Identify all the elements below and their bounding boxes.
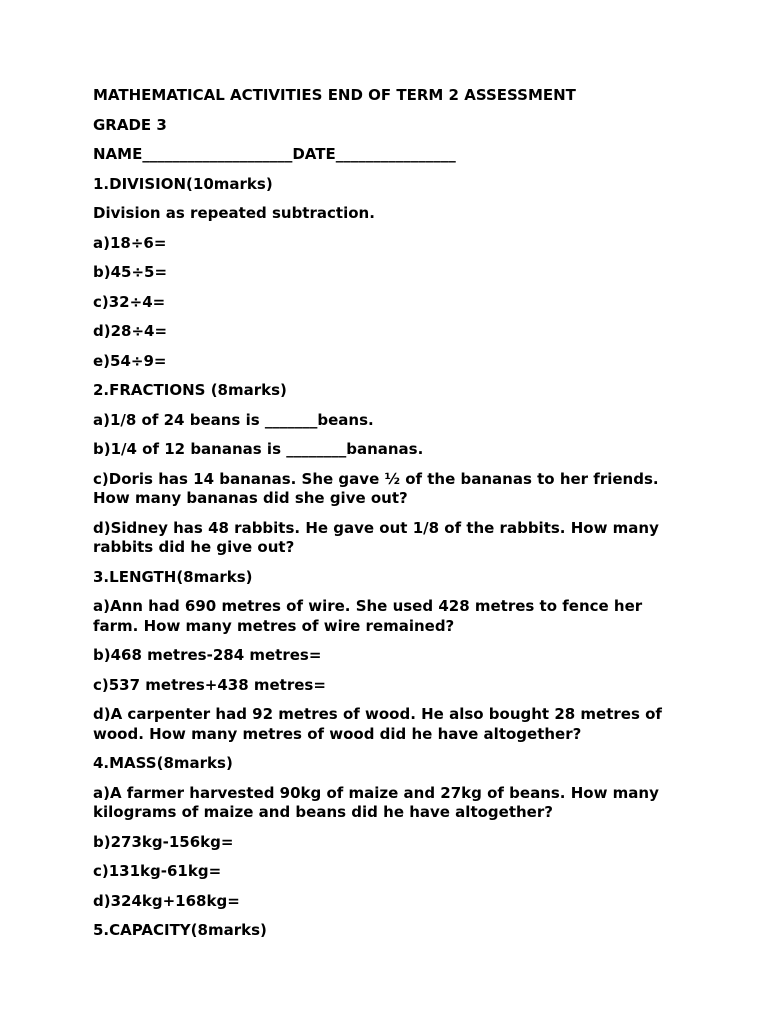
section-heading-mass: 4.MASS(8marks)	[93, 754, 233, 772]
question-1c: c)32÷4=	[93, 292, 166, 311]
question-4b: b)273kg-156kg=	[93, 832, 234, 851]
question-2b: b)1/4 of 12 bananas is ________bananas.	[93, 440, 424, 458]
question-3b: b)468 metres-284 metres=	[93, 646, 322, 664]
question-3a: a)Ann had 690 metres of wire. She used 428 metres to fence her farm. How many metres of wire remained?	[93, 597, 648, 635]
question-2c: c)Doris has 14 bananas. She gave ½ of the bananas to her friends. How many bananas did she give out?	[93, 469, 664, 507]
section-heading-division: 1.DIVISION(10marks)	[93, 174, 273, 193]
section-heading-fractions: 2.FRACTIONS (8marks)	[93, 381, 287, 399]
section-heading-length: 3.LENGTH(8marks)	[93, 567, 253, 586]
question-4c: c)131kg-61kg=	[93, 862, 222, 880]
question-1d: d)28÷4=	[93, 322, 168, 340]
question-1e: e)54÷9=	[93, 351, 167, 370]
question-2d: d)Sidney has 48 rabbits. He gave out 1/8 of the rabbits. How many rabbits did he give out?	[93, 518, 665, 556]
question-1a: a)18÷6=	[93, 233, 167, 252]
question-4d: d)324kg+168kg=	[93, 891, 240, 910]
section-instruction: Division as repeated subtraction.	[93, 204, 375, 222]
question-3d: d)A carpenter had 92 metres of wood. He also bought 28 metres of wood. How many metres of wood did he have altogether?	[93, 705, 668, 743]
name-date-line: NAME____________________DATE________________	[93, 145, 456, 163]
grade-label: GRADE 3	[93, 115, 167, 134]
section-heading-capacity: 5.CAPACITY(8marks)	[93, 921, 267, 939]
document-title: MATHEMATICAL ACTIVITIES END OF TERM 2 ASSESSMENT	[93, 86, 576, 104]
question-3c: c)537 metres+438 metres=	[93, 675, 326, 694]
question-2a: a)1/8 of 24 beans is _______beans.	[93, 410, 374, 429]
document-page	[93, 86, 673, 951]
question-4a: a)A farmer harvested 90kg of maize and 27kg of beans. How many kilograms of maize and beans did he have altogether?	[93, 783, 665, 821]
question-1b: b)45÷5=	[93, 263, 168, 281]
